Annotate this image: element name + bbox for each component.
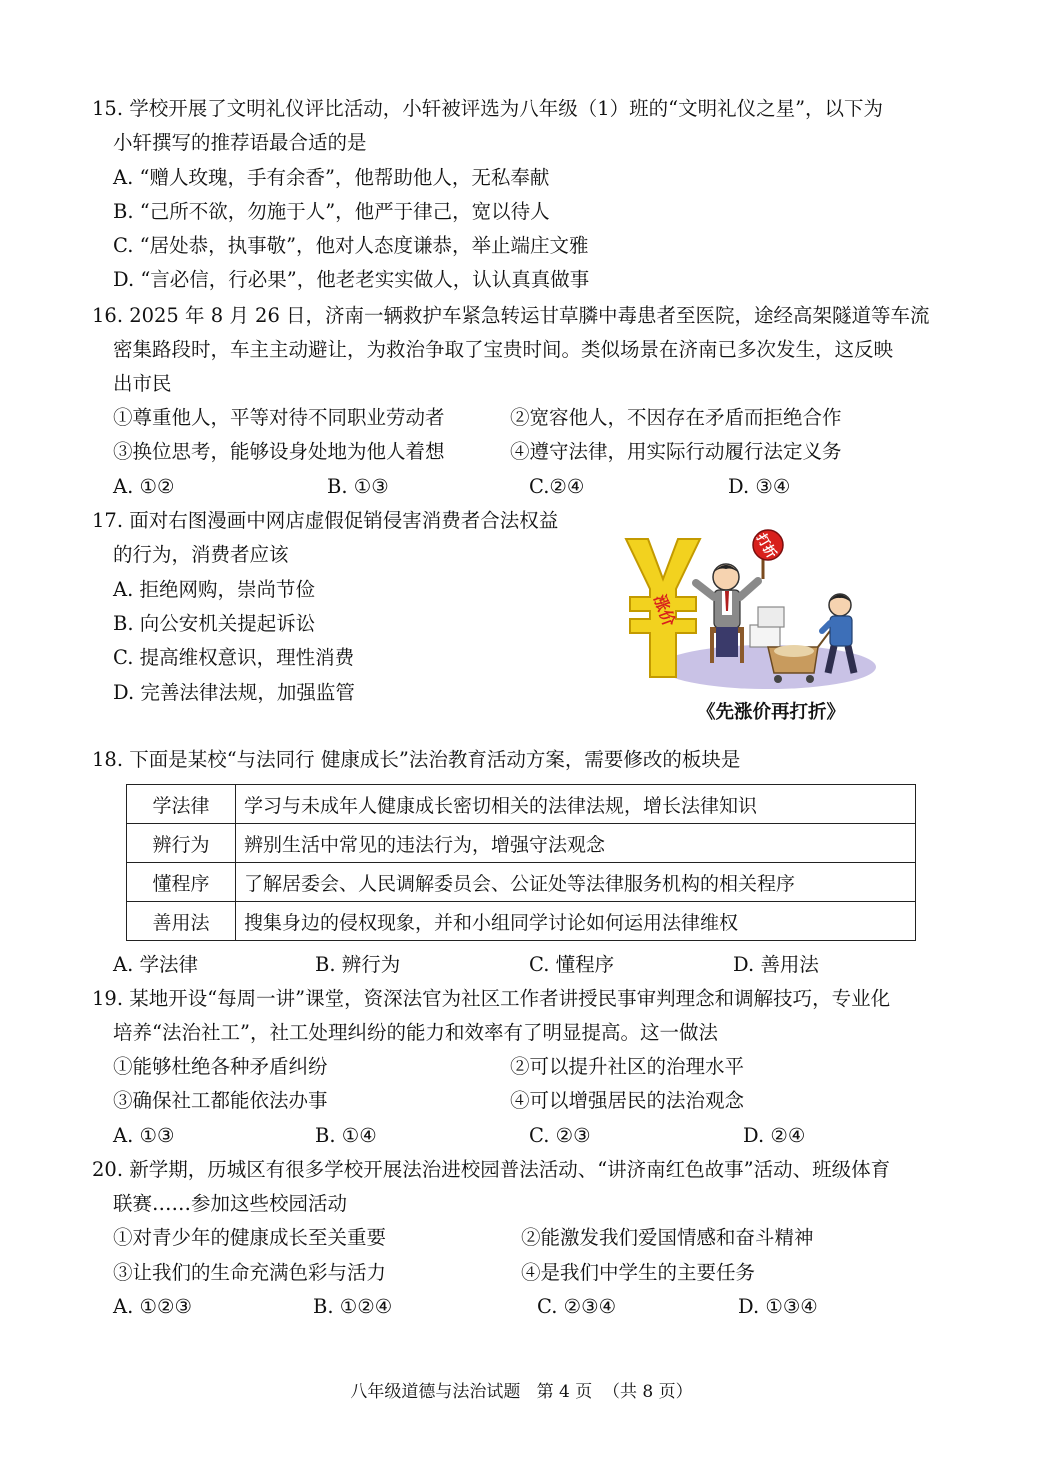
q20-stem-line1: 20. 新学期，历城区有很多学校开展法治进校园普法活动、“讲济南红色故事”活动、班级体育 <box>92 1158 891 1181</box>
cartoon-ground-shadow <box>660 645 876 689</box>
q15-option-d: D. “言必信，行必果”，他老老实实做人，认认真真做事 <box>113 268 590 291</box>
q19-choice-c: C. ②③ <box>529 1124 591 1147</box>
table-row <box>127 902 916 941</box>
page-footer: 八年级道德与法治试题 第 4 页 （共 8 页） <box>350 1382 693 1402</box>
q15-stem-line2: 小轩撰写的推荐语最合适的是 <box>113 131 367 154</box>
discount-sign-icon <box>752 530 783 579</box>
q16-choice-b: B. ①③ <box>327 475 389 498</box>
q17-option-c: C. 提高维权意识，理性消费 <box>113 646 355 669</box>
q18-choice-c: C. 懂程序 <box>529 953 615 976</box>
table-cell-value: 学习与未成年人健康成长密切相关的法律法规，增长法律知识 <box>236 785 916 824</box>
q16-choice-c: C.②④ <box>529 475 585 498</box>
cartoon-sign-label: 打折 <box>752 531 779 562</box>
q16-stem-line1: 16. 2025 年 8 月 26 日，济南一辆救护车紧急转运甘草膦中毒患者至医院，途经高架隧道等车流 <box>92 304 930 327</box>
table-cell-key: 学法律 <box>127 785 236 824</box>
q19-item-2: ②可以提升社区的治理水平 <box>510 1055 745 1078</box>
q19-item-3: ③确保社工都能依法办事 <box>113 1089 328 1112</box>
q16-choice-a: A. ①② <box>113 475 175 498</box>
q19-choice-b: B. ①④ <box>315 1124 377 1147</box>
table-cell-key: 懂程序 <box>127 863 236 902</box>
q18-stem-line1: 18. 下面是某校“与法同行 健康成长”法治教育活动方案，需要修改的板块是 <box>92 748 741 771</box>
q18-choice-a: A. 学法律 <box>113 953 198 976</box>
q17-option-b: B. 向公安机关提起诉讼 <box>113 612 316 635</box>
cartoon-price-label: 涨价 <box>650 592 679 629</box>
q15-option-a: A. “赠人玫瑰，手有余香”，他帮助他人，无私奉献 <box>113 166 550 189</box>
q16-item-1: ①尊重他人，平等对待不同职业劳动者 <box>113 406 445 429</box>
table-cell-value: 搜集身边的侵权现象，并和小组同学讨论如何运用法律维权 <box>236 902 916 941</box>
q16-choice-d: D. ③④ <box>728 475 791 498</box>
seller-figure <box>696 564 758 657</box>
q20-choice-b: B. ①②④ <box>313 1295 393 1318</box>
q20-item-2: ②能激发我们爱国情感和奋斗精神 <box>521 1226 814 1249</box>
table-row <box>127 785 916 824</box>
q20-item-3: ③让我们的生命充满色彩与活力 <box>113 1261 387 1284</box>
q19-stem-line1: 19. 某地开设“每周一讲”课堂，资深法官为社区工作者讲授民事审判理念和调解技巧，专业化 <box>92 987 891 1010</box>
boxes-icon <box>750 607 784 647</box>
q17-option-d: D. 完善法律法规，加强监管 <box>113 681 355 704</box>
q19-stem-line2: 培养“法治社工”，社工处理纠纷的能力和效率有了明显提高。这一做法 <box>113 1021 718 1044</box>
q20-item-4: ④是我们中学生的主要任务 <box>521 1261 756 1284</box>
q16-stem-line2: 密集路段时，车主主动避让，为救治争取了宝贵时间。类似场景在济南已多次发生，这反映 <box>113 338 894 361</box>
q17-stem-line2: 的行为，消费者应该 <box>113 543 289 566</box>
q19-choice-a: A. ①③ <box>113 1124 175 1147</box>
q17-option-a: A. 拒绝网购，崇尚节俭 <box>113 578 315 601</box>
cartoon-illustration <box>618 527 880 697</box>
table-cell-value: 了解居委会、人民调解委员会、公证处等法律服务机构的相关程序 <box>236 863 916 902</box>
q19-item-4: ④可以增强居民的法治观念 <box>510 1089 745 1112</box>
q16-item-2: ②宽容他人，不因存在矛盾而拒绝合作 <box>510 406 842 429</box>
q15-option-b: B. “己所不欲，勿施于人”，他严于律己，宽以待人 <box>113 200 550 223</box>
q16-stem-line3: 出市民 <box>113 372 172 395</box>
table-row <box>127 863 916 902</box>
q20-choice-a: A. ①②③ <box>113 1295 192 1318</box>
q20-choice-c: C. ②③④ <box>537 1295 617 1318</box>
q19-choice-d: D. ②④ <box>743 1124 806 1147</box>
activity-plan-table <box>126 784 916 941</box>
q20-choice-d: D. ①③④ <box>738 1295 818 1318</box>
q18-choice-d: D. 善用法 <box>733 953 819 976</box>
q20-item-1: ①对青少年的健康成长至关重要 <box>113 1226 387 1249</box>
table-row <box>127 824 916 863</box>
q16-item-4: ④遵守法律，用实际行动履行法定义务 <box>510 440 842 463</box>
table-cell-key: 善用法 <box>127 902 236 941</box>
q18-choice-b: B. 辨行为 <box>315 953 401 976</box>
q15-stem-line1: 15. 学校开展了文明礼仪评比活动，小轩被评选为八年级（1）班的“文明礼仪之星”，以下为 <box>92 97 884 120</box>
table-cell-key: 辨行为 <box>127 824 236 863</box>
table-cell-value: 辨别生活中常见的违法行为，增强守法观念 <box>236 824 916 863</box>
q19-item-1: ①能够杜绝各种矛盾纠纷 <box>113 1055 328 1078</box>
cartoon-caption: 《先涨价再打折》 <box>697 702 846 723</box>
q17-stem-line1: 17. 面对右图漫画中网店虚假促销侵害消费者合法权益 <box>92 509 559 532</box>
q15-option-c: C. “居处恭，执事敬”，他对人态度谦恭，举止端庄文雅 <box>113 234 589 257</box>
q20-stem-line2: 联赛……参加这些校园活动 <box>113 1192 348 1215</box>
q16-item-3: ③换位思考，能够设身处地为他人着想 <box>113 440 445 463</box>
